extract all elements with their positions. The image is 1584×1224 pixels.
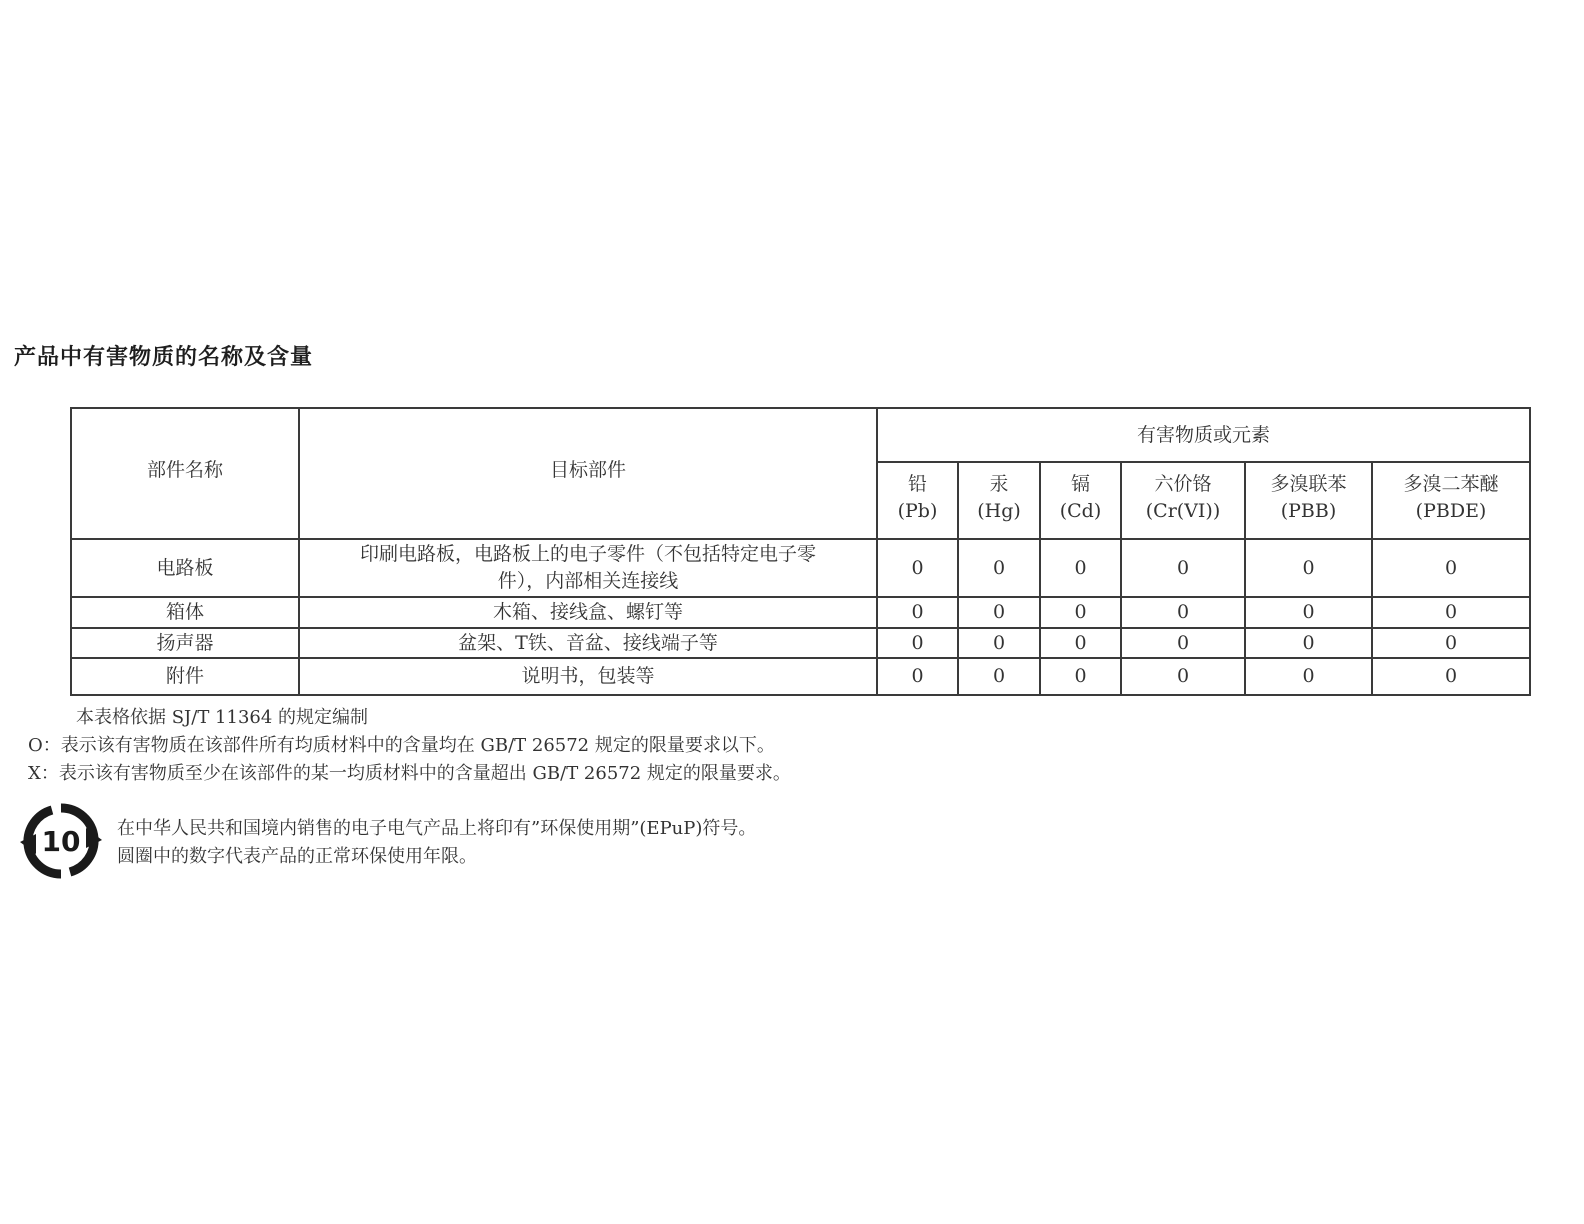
target-part-cell	[299, 658, 877, 695]
substance-value-cell: 0	[1372, 658, 1530, 695]
substance-value-cell: 0	[958, 597, 1040, 628]
substance-value-cell: 0	[877, 628, 958, 658]
table-row	[71, 539, 1530, 597]
epup-number: 10	[41, 825, 81, 858]
substance-value-cell: 0	[1121, 628, 1245, 658]
substance-value-cell: 0	[877, 539, 958, 597]
substance-value-cell: 0	[1372, 539, 1530, 597]
substance-value-cell: 0	[1245, 628, 1372, 658]
substance-name: 铅	[907, 473, 927, 495]
substance-value-cell: 0	[877, 597, 958, 628]
target-part-line: 说明书，包装等	[521, 665, 655, 687]
epup-recycle-icon	[20, 802, 102, 880]
substance-value-cell: 0	[1121, 597, 1245, 628]
header-target-part: 目标部件	[299, 408, 877, 539]
substance-name: 多溴二苯醚	[1403, 473, 1499, 495]
target-part-cell	[299, 597, 877, 628]
header-substance	[1040, 462, 1121, 539]
substance-value-cell: 0	[958, 628, 1040, 658]
hazardous-substances-table	[70, 407, 1531, 696]
note-x: X：表示该有害物质至少在该部件的某一均质材料中的含量超出 GB/T 26572 规定的限量要求。	[28, 763, 791, 784]
substance-value-cell: 0	[958, 539, 1040, 597]
target-part-cell	[299, 628, 877, 658]
header-part-name: 部件名称	[71, 408, 299, 539]
table-row	[71, 597, 1530, 628]
page-title: 产品中有害物质的名称及含量	[14, 345, 314, 370]
header-substance	[958, 462, 1040, 539]
note-basis: 本表格依据 SJ/T 11364 的规定编制	[76, 707, 369, 728]
substance-symbol: (PBDE)	[1415, 500, 1487, 522]
substance-value-cell: 0	[1121, 658, 1245, 695]
part-name-cell: 扬声器	[71, 628, 299, 658]
substance-value-cell: 0	[1040, 539, 1121, 597]
table-row	[71, 658, 1530, 695]
epup-line-1: 在中华人民共和国境内销售的电子电气产品上将印有”环保使用期”(EPuP)符号。	[117, 818, 757, 839]
substance-symbol: (PBB)	[1280, 500, 1337, 522]
substance-value-cell: 0	[1040, 658, 1121, 695]
header-substances-group: 有害物质或元素	[877, 408, 1530, 462]
part-name-cell: 箱体	[71, 597, 299, 628]
part-name-cell: 附件	[71, 658, 299, 695]
epup-text	[117, 815, 756, 871]
substance-value-cell: 0	[1040, 597, 1121, 628]
substance-value-cell: 0	[877, 658, 958, 695]
substance-name: 镉	[1070, 473, 1090, 495]
substance-symbol: (Pb)	[897, 500, 938, 522]
substance-symbol: (Cd)	[1059, 500, 1102, 522]
table-row	[71, 628, 1530, 658]
substance-name: 汞	[989, 473, 1009, 495]
substance-value-cell: 0	[1040, 628, 1121, 658]
epup-line-2: 圆圈中的数字代表产品的正常环保使用年限。	[117, 846, 477, 867]
target-part-line: 印刷电路板，电路板上的电子零件（不包括特定电子零	[359, 543, 816, 565]
substance-value-cell: 0	[1372, 597, 1530, 628]
header-substance	[877, 462, 958, 539]
substance-value-cell: 0	[1121, 539, 1245, 597]
header-substance	[1372, 462, 1530, 539]
substance-symbol: (Cr(VI))	[1145, 500, 1221, 522]
substance-value-cell: 0	[958, 658, 1040, 695]
target-part-cell	[299, 539, 877, 597]
target-part-line: 盆架、T铁、音盆、接线端子等	[458, 631, 718, 654]
target-part-line: 木箱、接线盒、螺钉等	[492, 601, 683, 623]
substance-value-cell: 0	[1245, 597, 1372, 628]
note-o: O：表示该有害物质在该部件所有均质材料中的含量均在 GB/T 26572 规定的限量要求以下。	[28, 735, 775, 756]
substance-value-cell: 0	[1245, 658, 1372, 695]
target-part-line: 件），内部相关连接线	[497, 570, 679, 592]
substance-symbol: (Hg)	[977, 500, 1021, 522]
header-substance	[1121, 462, 1245, 539]
header-substance	[1245, 462, 1372, 539]
part-name-cell: 电路板	[71, 539, 299, 597]
substance-name: 多溴联苯	[1270, 473, 1347, 495]
notes-block	[28, 704, 791, 788]
substance-name: 六价铬	[1154, 473, 1212, 495]
substance-value-cell: 0	[1372, 628, 1530, 658]
substance-value-cell: 0	[1245, 539, 1372, 597]
